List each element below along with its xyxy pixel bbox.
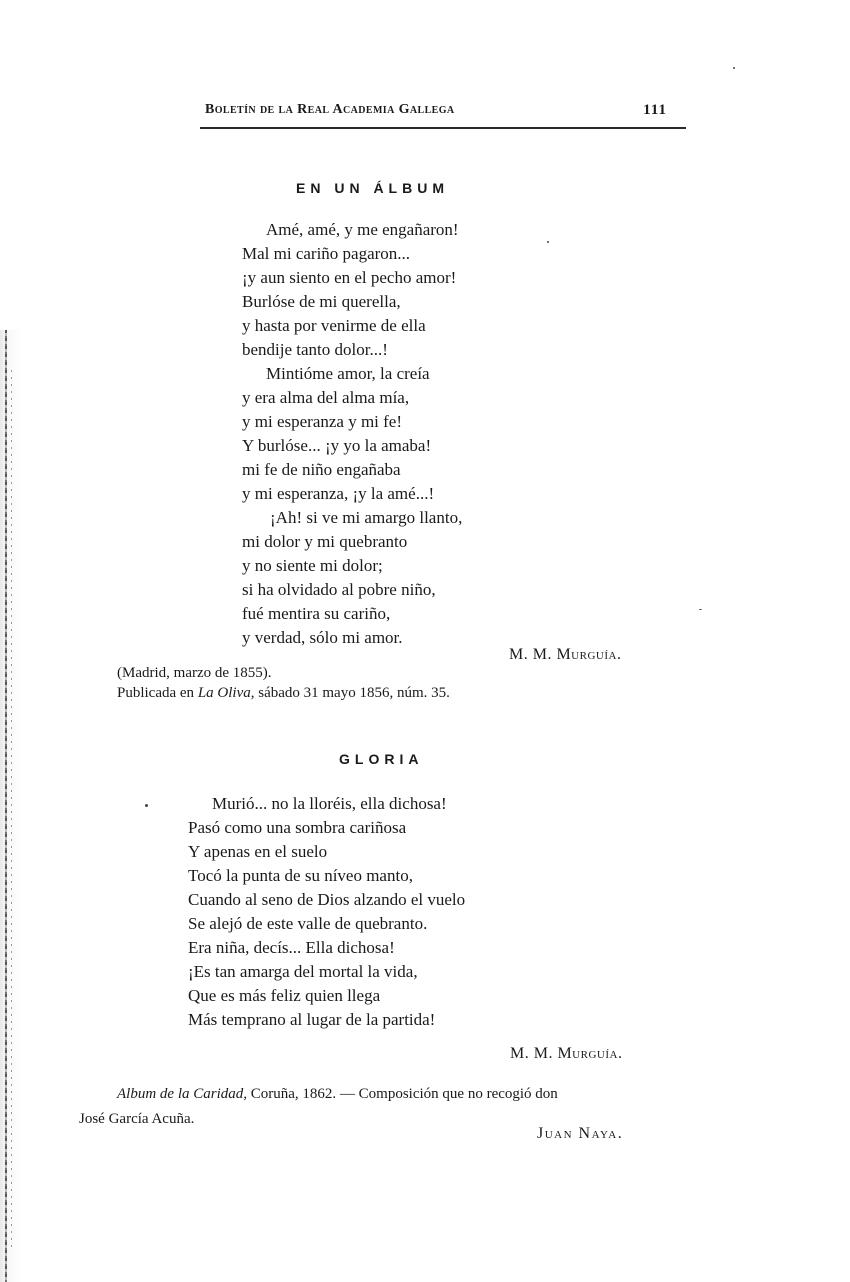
page-number: 111 <box>643 102 667 118</box>
verse-line: y era alma del alma mía, <box>242 388 410 407</box>
author-signature <box>510 1045 622 1063</box>
verse-line: Cuando al seno de Dios alzando el vuelo <box>188 890 466 909</box>
scan-speck <box>699 609 702 610</box>
verse-line: Y burlóse... ¡y yo la amaba! <box>242 436 432 455</box>
running-header <box>205 102 685 126</box>
verse-line: Más temprano al lugar de la partida! <box>188 1010 436 1029</box>
footnote-signature: Juan Naya. <box>537 1125 624 1142</box>
verse-line: ¡y aun siento en el pecho amor! <box>242 268 457 287</box>
verse-line: y mi esperanza y mi fe! <box>242 412 403 431</box>
page-binding-edge <box>0 330 22 1282</box>
verse-line: bendije tanto dolor...! <box>242 340 388 359</box>
author-initials: M. M. <box>509 646 552 663</box>
scan-speck <box>547 241 549 243</box>
verse-line: Pasó como una sombra cariñosa <box>188 818 407 837</box>
publication-title: La Oliva, <box>197 685 255 701</box>
footnote-line-1 <box>117 1086 558 1103</box>
footnote-line-2: José García Acuña. <box>79 1111 195 1127</box>
author-initials: M. M. <box>510 1045 553 1062</box>
verse-line: Murió... no la lloréis, ella dichosa! <box>212 794 447 813</box>
author-surname: Murguía. <box>556 646 622 663</box>
verse-line: Que es más feliz quien llega <box>188 986 381 1005</box>
verse-line: Tocó la punta de su níveo manto, <box>188 866 413 885</box>
scan-speck <box>145 804 148 807</box>
verse-line: Mal mi cariño pagaron... <box>242 244 411 263</box>
scan-speck <box>733 67 735 69</box>
verse-line: y mi esperanza, ¡y la amé...! <box>242 484 435 503</box>
verse-line: fué mentira su cariño, <box>242 604 391 623</box>
poem-title-en-un-album: EN UN ÁLBUM <box>296 180 449 196</box>
verse-line: y no siente mi dolor; <box>242 556 383 575</box>
verse-line: Era niña, decís... Ella dichosa! <box>188 938 395 957</box>
author-surname: Murguía. <box>557 1045 623 1062</box>
verse-line: Burlóse de mi querella, <box>242 292 401 311</box>
verse-line: si ha olvidado al pobre niño, <box>242 580 436 599</box>
verse-line: y verdad, sólo mi amor. <box>242 628 403 647</box>
publication-note-after: sábado 31 mayo 1856, núm. 35. <box>254 685 450 701</box>
verse-line: Mintióme amor, la creía <box>266 364 430 383</box>
header-rule <box>200 127 686 129</box>
verse-line: ¡Es tan amarga del mortal la vida, <box>188 962 418 981</box>
author-signature <box>509 646 621 664</box>
verse-line: mi fe de niño engañaba <box>242 460 401 479</box>
verse-line: Se alejó de este valle de quebranto. <box>188 914 428 933</box>
poem-title-gloria: GLORIA <box>339 751 424 767</box>
verse-line: ¡Ah! si ve mi amargo llanto, <box>270 508 463 527</box>
footnote-source-title: Album de la Caridad, <box>117 1086 247 1102</box>
verse-line: Y apenas en el suelo <box>188 842 328 861</box>
verse-line: y hasta por venirme de ella <box>242 316 426 335</box>
verse-line: mi dolor y mi quebranto <box>242 532 408 551</box>
publication-note-before: Publicada en <box>117 685 198 701</box>
footnote-text: Coruña, 1862. — Composición que no recogió don <box>247 1086 558 1102</box>
poem-date-note: (Madrid, marzo de 1855). <box>117 665 272 681</box>
publication-note <box>117 685 450 702</box>
verse-line: Amé, amé, y me engañaron! <box>266 220 459 239</box>
running-title: Boletín de la Real Academia Gallega <box>205 102 455 117</box>
